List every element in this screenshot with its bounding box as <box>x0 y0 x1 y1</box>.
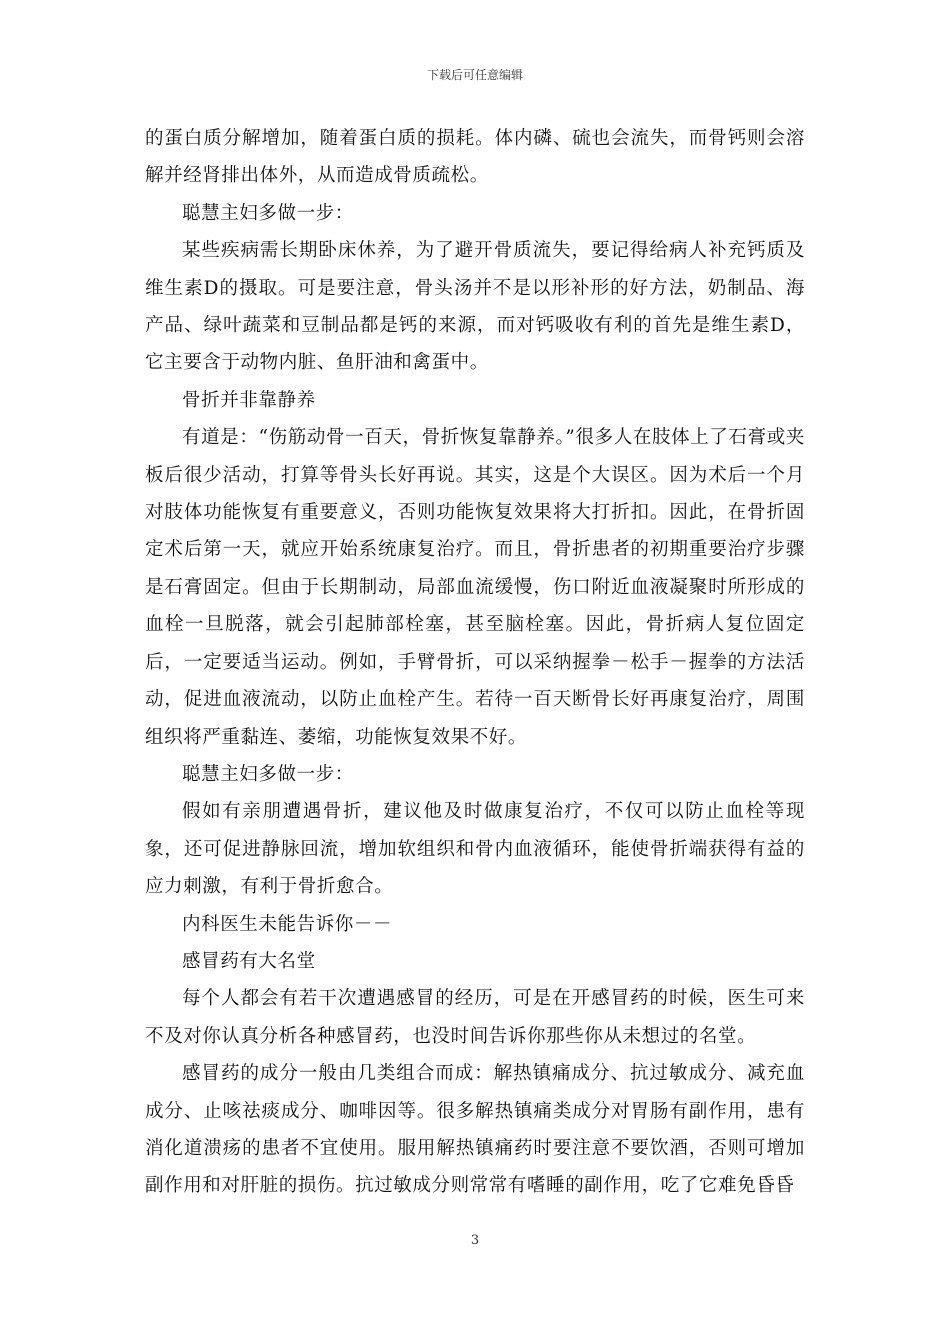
paragraph-7: 假如有亲朋遭遇骨折，建议他及时做康复治疗，不仅可以防止血栓等现象，还可促进静脉回流，增加软组织和骨内血液循环，能使骨折端获得有益的应力刺激，有利于骨折愈合。 <box>145 801 805 898</box>
paragraph-5: 有道是：“伤筋动骨一百天，骨折恢复靠静养。”很多人在肢体上了石膏或夹板后很少活动，打算等骨头长好再说。其实，这是个大误区。因为术后一个月对肢体功能恢复有重要意义，否则功能恢复效果将大打折扣。因此，在骨折固定术后第一天，就应开始系统康复治疗。而且，骨折患者的初期重要治疗步骤是石膏固定。但由于长期制动，局部血流缓慢，伤口附近血液凝聚时所形成的血栓一旦脱落，就会引起肺部栓塞，甚至脑栓塞。因此，骨折病人复位固定后，一定要适当运动。例如，手臂骨折，可以采纳握拳－松手－握拳的方法活动，促进血液流动，以防止血栓产生。若待一百天断骨长好再康复治疗，周围组织将严重黏连、萎缩，功能恢复效果不好。 <box>145 427 805 748</box>
section-heading-internist: 内科医生未能告诉你－－ <box>182 913 393 935</box>
page-header: 下载后可任意编辑 <box>426 68 523 82</box>
paragraph-2: 聪慧主妇多做一步： <box>182 202 354 224</box>
paragraph-10: 每个人都会有若干次遭遇感冒的经历，可是在开感冒药的时候，医生可来不及对你认真分析各种感冒药，也没时间告诉你那些你从未想过的名堂。 <box>145 988 805 1047</box>
document-body <box>145 120 805 1205</box>
paragraph-11: 感冒药的成分一般由几类组合而成：解热镇痛成分、抗过敏成分、减充血成分、止咳祛痰成分、咖啡因等。很多解热镇痛类成分对胃肠有副作用，患有消化道溃疡的患者不宜使用。服用解热镇痛药时要注意不要饮酒，否则可增加副作用和对肝脏的损伤。抗过敏成分则常常有嗜睡的副作用，吃了它难免昏昏 <box>145 1063 805 1197</box>
paragraph-3: 某些疾病需长期卧床休养，为了避开骨质流失，要记得给病人补充钙质及维生素D的摄取。可是要注意，骨头汤并不是以形补形的好方法，奶制品、海产品、绿叶蔬菜和豆制品都是钙的来源，而对钙吸收有利的首先是维生素D，它主要含于动物内脏、鱼肝油和禽蛋中。 <box>145 240 805 374</box>
section-heading-cold-medicine: 感冒药有大名堂 <box>182 950 316 972</box>
paragraph-6: 聪慧主妇多做一步： <box>182 763 354 785</box>
paragraph-1: 的蛋白质分解增加，随着蛋白质的损耗。体内磷、硫也会流失，而骨钙则会溶解并经肾排出体外，从而造成骨质疏松。 <box>145 128 805 187</box>
section-heading-fracture: 骨折并非靠静养 <box>182 389 316 411</box>
page-number: 3 <box>470 1233 480 1248</box>
